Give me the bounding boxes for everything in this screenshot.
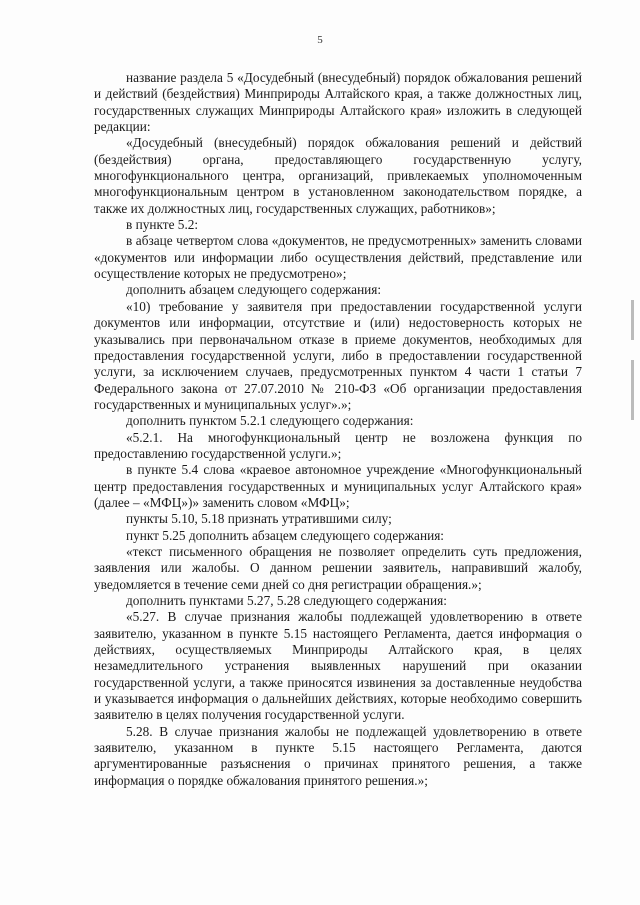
scan-margin-mark bbox=[631, 360, 634, 420]
paragraph-item-5-4: в пункте 5.4 слова «краевое автономное учреждение «Многофункциональный центр предоставления государственных и муниципальных услуг Алтайского края» (далее – «МФЦ»)» заменить словом «МФЦ»; bbox=[94, 462, 582, 510]
paragraph-5-27: «5.27. В случае признания жалобы подлежащей удовлетворению в ответе заявителю, указанном в пункте 5.15 настоящего Регламента, дается информация о действиях, осуществляемых Минприроды Алтайского края, в целях незамедлительного устранения выявленных нарушений при оказании государственной услуги, а также приносятся извинения за доставленные неудобства и указывается информация о дальнейших действиях, которые необходимо совершить заявителю в целях получения государственной услуги. bbox=[94, 609, 582, 723]
paragraph-item-5-2: в пункте 5.2: bbox=[126, 217, 199, 233]
paragraph-add-5-2-1: дополнить пунктом 5.2.1 следующего содержания: bbox=[126, 413, 414, 429]
paragraph-new-title: «Досудебный (внесудебный) порядок обжалования решений и действий (бездействия) органа, предоставляющего государственную услугу, многофункционального центра, организаций, привлекаемых уполномоченным многофункциональным центром в установленном законодательством порядке, а также их должностных лиц, государственных служащих, работников»; bbox=[94, 135, 582, 216]
paragraph-abzac-4: в абзаце четвертом слова «документов, не предусмотренных» заменить словами «документов или информации либо осуществления действий, представление или осуществление которых не предусмотрено»; bbox=[94, 233, 582, 282]
paragraph-item-10: «10) требование у заявителя при предоставлении государственной услуги документов или информации, отсутствие и (или) недостоверность которых не указывались при первоначальном отказе в приеме документов, необходимых для предоставления государственной услуги, либо в предоставлении государственной услуги, за исключением случаев, предусмотренных пунктом 4 части 1 статьи 7 Федерального закона от 27.07.2010 № 210-ФЗ «Об организации предоставления государственных и муниципальных услуг».»; bbox=[94, 298, 582, 412]
page-number: 5 bbox=[317, 34, 323, 46]
paragraph-add-5-27-5-28: дополнить пунктами 5.27, 5.28 следующего содержания: bbox=[126, 593, 447, 608]
scan-margin-mark bbox=[631, 300, 634, 340]
paragraph-5-2-1: «5.2.1. На многофункциональный центр не возложена функция по предоставлению государственной услуги.»; bbox=[94, 429, 582, 461]
paragraph-5-25: пункт 5.25 дополнить абзацем следующего содержания: bbox=[126, 527, 445, 543]
paragraph-5-10-5-18: пункты 5.10, 5.18 признать утратившими силу; bbox=[126, 511, 392, 527]
paragraph-text-obrascheniya: «текст письменного обращения не позволяет определить суть предложения, заявления или жалобы. О данном решении заявитель, направивший жалобу, уведомляется в течение семи дней со дня регистрации обращения.»; bbox=[94, 543, 582, 592]
paragraph-section-title: название раздела 5 «Досудебный (внесудебный) порядок обжалования решений и действий (бездействия) Минприроды Алтайского края, а также должностных лиц, государственных служащих Минприроды Алтайского края» изложить в следующей редакции: bbox=[94, 70, 582, 135]
document-body bbox=[94, 70, 582, 789]
paragraph-add-abzac: дополнить абзацем следующего содержания: bbox=[126, 282, 382, 298]
paragraph-5-28: 5.28. В случае признания жалобы не подлежащей удовлетворению в ответе заявителю, указанном в пункте 5.15 настоящего Регламента, даются аргументированные разъяснения о причинах принятого решения, а также информация о порядке обжалования принятого решения.»; bbox=[94, 723, 582, 788]
